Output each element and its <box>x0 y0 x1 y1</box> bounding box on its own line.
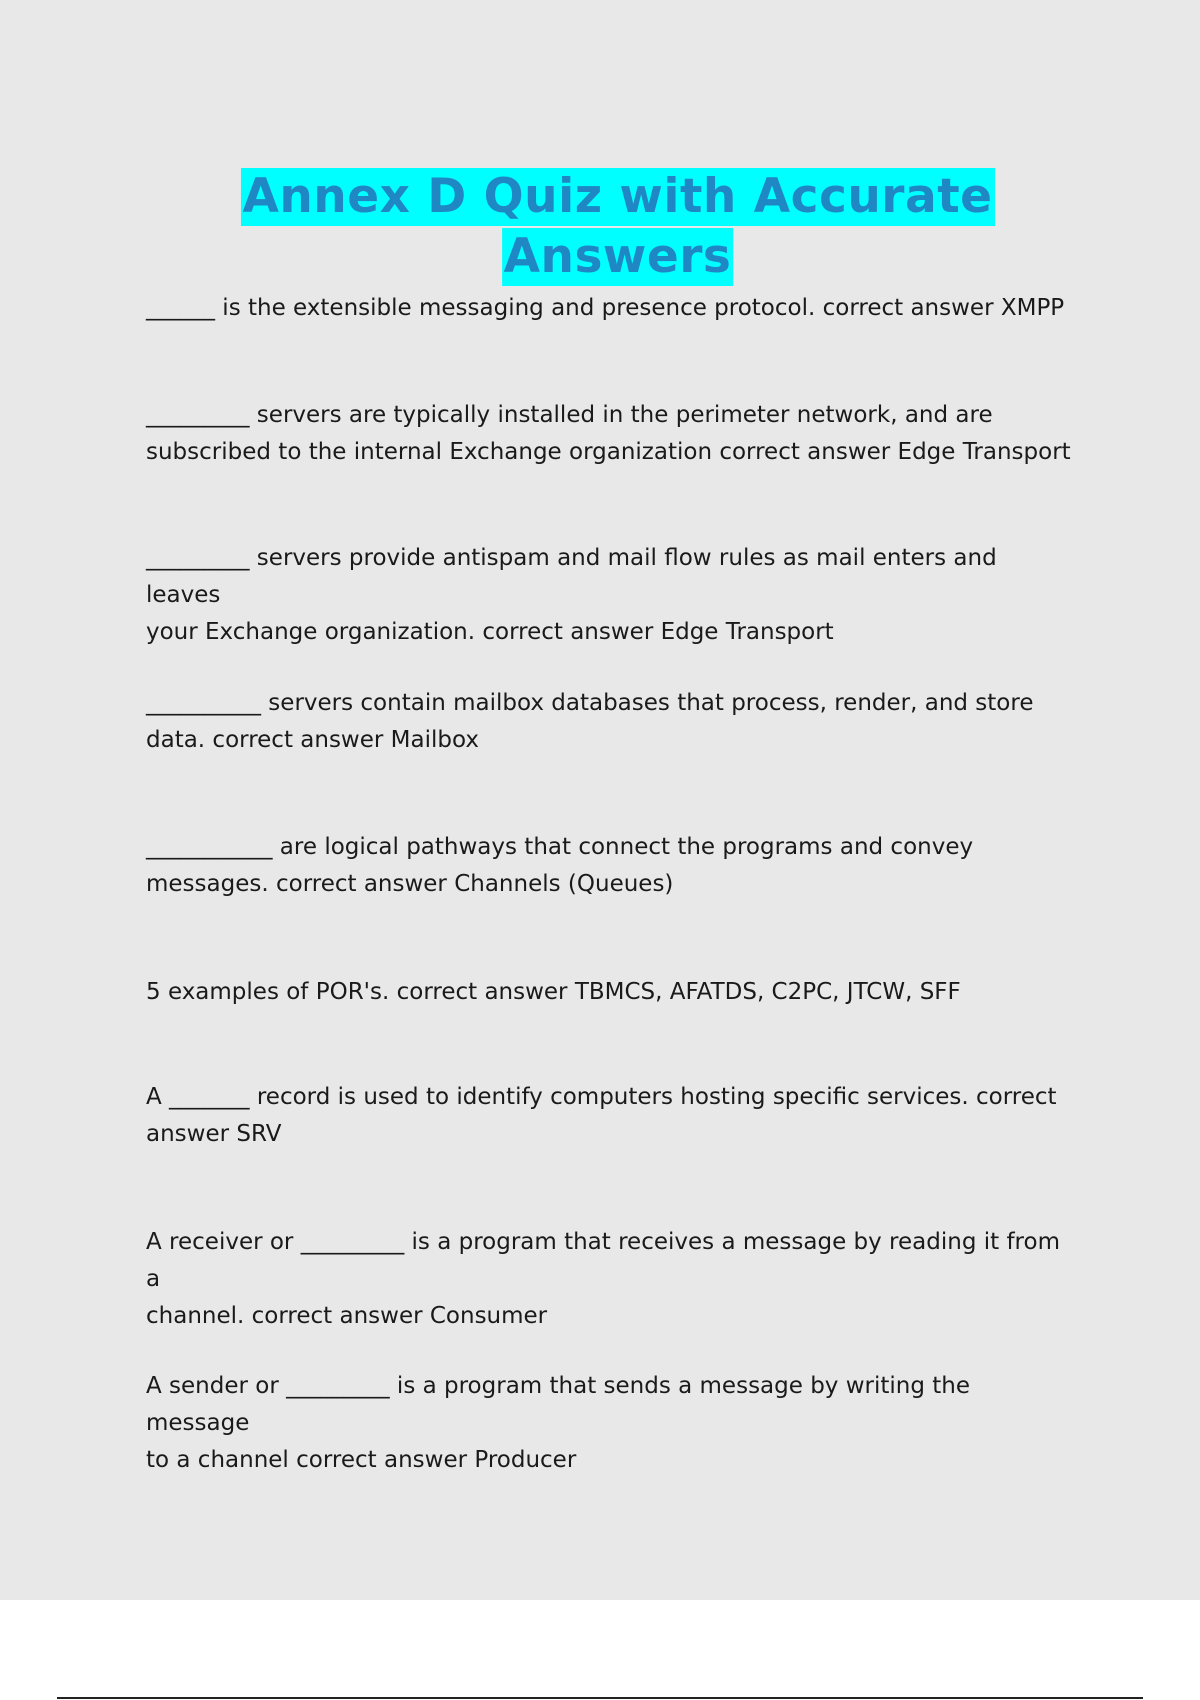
quiz-item: A receiver or _________ is a program that receives a message by reading it from a channel. correct answer Consumer <box>146 1229 1060 1329</box>
title-line-2: Answers <box>503 229 732 284</box>
quiz-item: ______ is the extensible messaging and presence protocol. correct answer XMPP <box>146 295 1065 321</box>
quiz-item: _________ servers are typically installed in the perimeter network, and are subscribed to the internal Exchange organization correct answer Edge Transport <box>146 402 1071 465</box>
quiz-item: __________ servers contain mailbox databases that process, render, and store data. correct answer Mailbox <box>146 690 1034 753</box>
quiz-item: ___________ are logical pathways that connect the programs and convey messages. correct answer Channels (Queues) <box>146 834 974 897</box>
title-line-1: Annex D Quiz with Accurate <box>242 169 993 224</box>
quiz-item: A sender or _________ is a program that sends a message by writing the message to a channel correct answer Producer <box>146 1373 971 1473</box>
quiz-item: 5 examples of POR's. correct answer TBMCS, AFATDS, C2PC, JTCW, SFF <box>146 979 961 1005</box>
quiz-item: _________ servers provide antispam and mail flow rules as mail enters and leaves your Exchange organization. correct answer Edge Transport <box>146 545 997 645</box>
footer-divider <box>57 1697 1143 1699</box>
quiz-item: A _______ record is used to identify computers hosting specific services. correct answer SRV <box>146 1084 1057 1147</box>
